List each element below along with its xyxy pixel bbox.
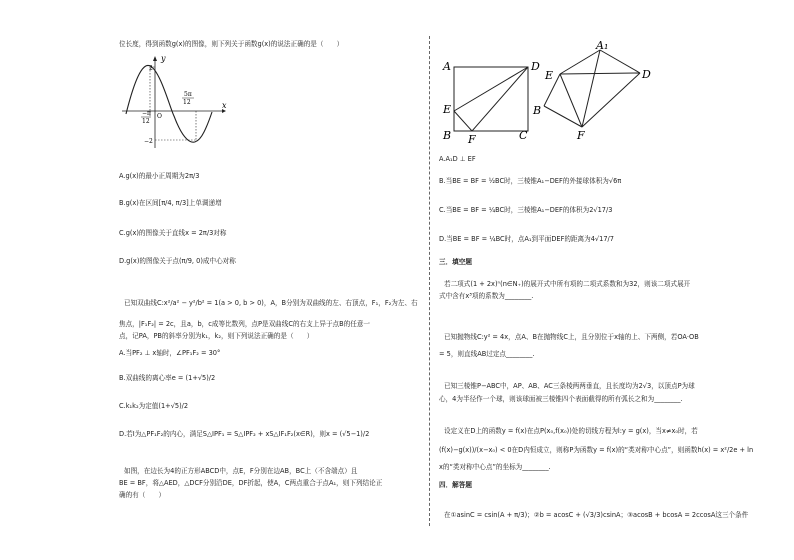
option-g-d: D.g(x)的图像关于点(π/9, 0)成中心对称 <box>119 257 236 265</box>
question-fold-line3: 确的有（ ） <box>119 491 166 499</box>
question-fold-line1: 如图，在边长为4的正方形ABCD中，点E，F分别在边AB，BC上（不含端点）且 <box>124 467 358 475</box>
question-intro: 位长度，得到函数g(x)的图像，则下列关于函数g(x)的说法正确的是（ ） <box>119 40 344 48</box>
tick-5pi-den: 12 <box>183 99 191 106</box>
origin-label: O <box>157 113 162 120</box>
label-A: A <box>443 60 451 73</box>
fill-3-line1: 已知三棱锥P−ABC中，AP、AB、AC三条棱两两垂直，且长度均为2√3，以顶点P为球 <box>444 382 695 390</box>
axis-y-label: y <box>161 54 166 63</box>
option-f-d: D.当BE = BF = ¼BC时，点A₁到平面DEF的距离为4√17/7 <box>439 235 614 243</box>
column-divider <box>429 36 430 526</box>
fill-2-line2: = 5，则直线AB过定点________. <box>439 350 535 358</box>
question-hyperbola-line1: 已知双曲线C:x²/a² − y²/b² = 1(a > 0, b > 0)，A，B分别为双曲线的左、右顶点，F₁，F₂为左、右 <box>124 299 418 307</box>
tick-y-2: 2 <box>149 65 153 72</box>
fill-2-line1: 已知抛物线C:y² = 4x，点A、B在抛物线C上，且分别位于x轴的上、下两侧，若OA·OB <box>444 333 699 341</box>
fill-4-line1: 设定义在D上的函数y = f(x)在点P(x₀,f(x₀))处的切线方程为l:y = g(x)，当x≠x₀时，若 <box>444 427 698 435</box>
question-hyperbola-line2: 焦点，|F₁F₂| = 2c，且a，b，c成等比数列，点P是双曲线C的右支上异于点B的任意一 <box>119 320 371 328</box>
option-f-a: A.A₁D ⊥ EF <box>439 155 476 163</box>
option-g-c: C.g(x)的图像关于直线x = 2π/3对称 <box>119 229 227 237</box>
question-fold-line2: BE = BF，将△AED，△DCF分别沿DE，DF折起，使A，C两点重合于点A₁，则下列结论正 <box>119 479 383 487</box>
option-f-c: C.当BE = BF = ¼BC时，三棱锥A₁−DEF的体积为2√17/3 <box>439 206 613 214</box>
option-h-d: D.若I为△PF₁F₂的内心，满足S△IPF₁ = S△IPF₂ + xS△IF₁F₂(x∈R)，则x = (√5−1)/2 <box>119 430 370 438</box>
label-F-3d: F <box>577 129 585 142</box>
tick-neg-pi-den: 12 <box>142 118 150 125</box>
option-h-a: A.当PF₂ ⊥ x轴时，∠PF₁F₂ = 30° <box>119 349 221 357</box>
label-B: B <box>443 129 452 142</box>
fill-1-line1: 若二项式(1 + 2x)ⁿ(n∈N₊)的展开式中所有项的二项式系数和为32，则该二项式展开 <box>444 280 691 288</box>
label-F: F <box>468 133 476 146</box>
question-hyperbola-line3: 点，记PA，PB的斜率分别为k₁，k₂，则下列说法正确的是（ ） <box>119 332 314 340</box>
tick-neg-pi: −π <box>142 110 151 117</box>
fill-4-line3: x的“类对称中心点”的坐标为________. <box>439 463 551 471</box>
tick-y-neg2: −2 <box>144 138 153 145</box>
option-h-c: C.k₁k₂为定值(1+√5)/2 <box>119 402 189 410</box>
answer-1-line1: 在①asinC = csin(A + π/3)；②b = acosC + (√3/3)csinA；③acosB + bcosA = 2ccosA这三个条件 <box>444 511 749 519</box>
pyramid-figure <box>532 40 662 140</box>
fill-1-line2: 式中含有x³项的系数为________. <box>439 292 534 300</box>
option-h-b: B.双曲线的离心率e = (1+√5)/2 <box>119 374 216 382</box>
tick-5pi: 5π <box>184 91 192 98</box>
square-figure <box>438 55 538 145</box>
label-D: D <box>531 60 540 73</box>
label-A1: A₁ <box>596 39 609 52</box>
label-E: E <box>443 103 452 116</box>
axis-x-label: x <box>222 101 227 110</box>
option-f-b: B.当BE = BF = ½BC时，三棱锥A₁−DEF的外接球体积为√6π <box>439 177 622 185</box>
fill-4-line2: (f(x)−g(x))/(x−x₀) < 0在D内恒成立，则称P为函数y = f(x)的“类对称中心点”，则函数h(x) = x²/2e + ln <box>439 446 754 454</box>
fill-3-line2: 心，4为半径作一个球，则该球面被三棱锥四个表面截得的所有弧长之和为________. <box>439 395 683 403</box>
sine-graph <box>118 52 228 152</box>
label-C: C <box>519 129 528 142</box>
option-g-b: B.g(x)在区间[π/4, π/3]上单调递增 <box>119 199 222 207</box>
label-D-3d: D <box>642 68 651 81</box>
option-g-a: A.g(x)的最小正周期为2π/3 <box>119 172 200 180</box>
section-answers: 四．解答题 <box>439 481 472 489</box>
label-B-3d: B <box>533 104 542 117</box>
section-fill-in: 三．填空题 <box>439 258 472 266</box>
label-E-3d: E <box>545 69 554 82</box>
